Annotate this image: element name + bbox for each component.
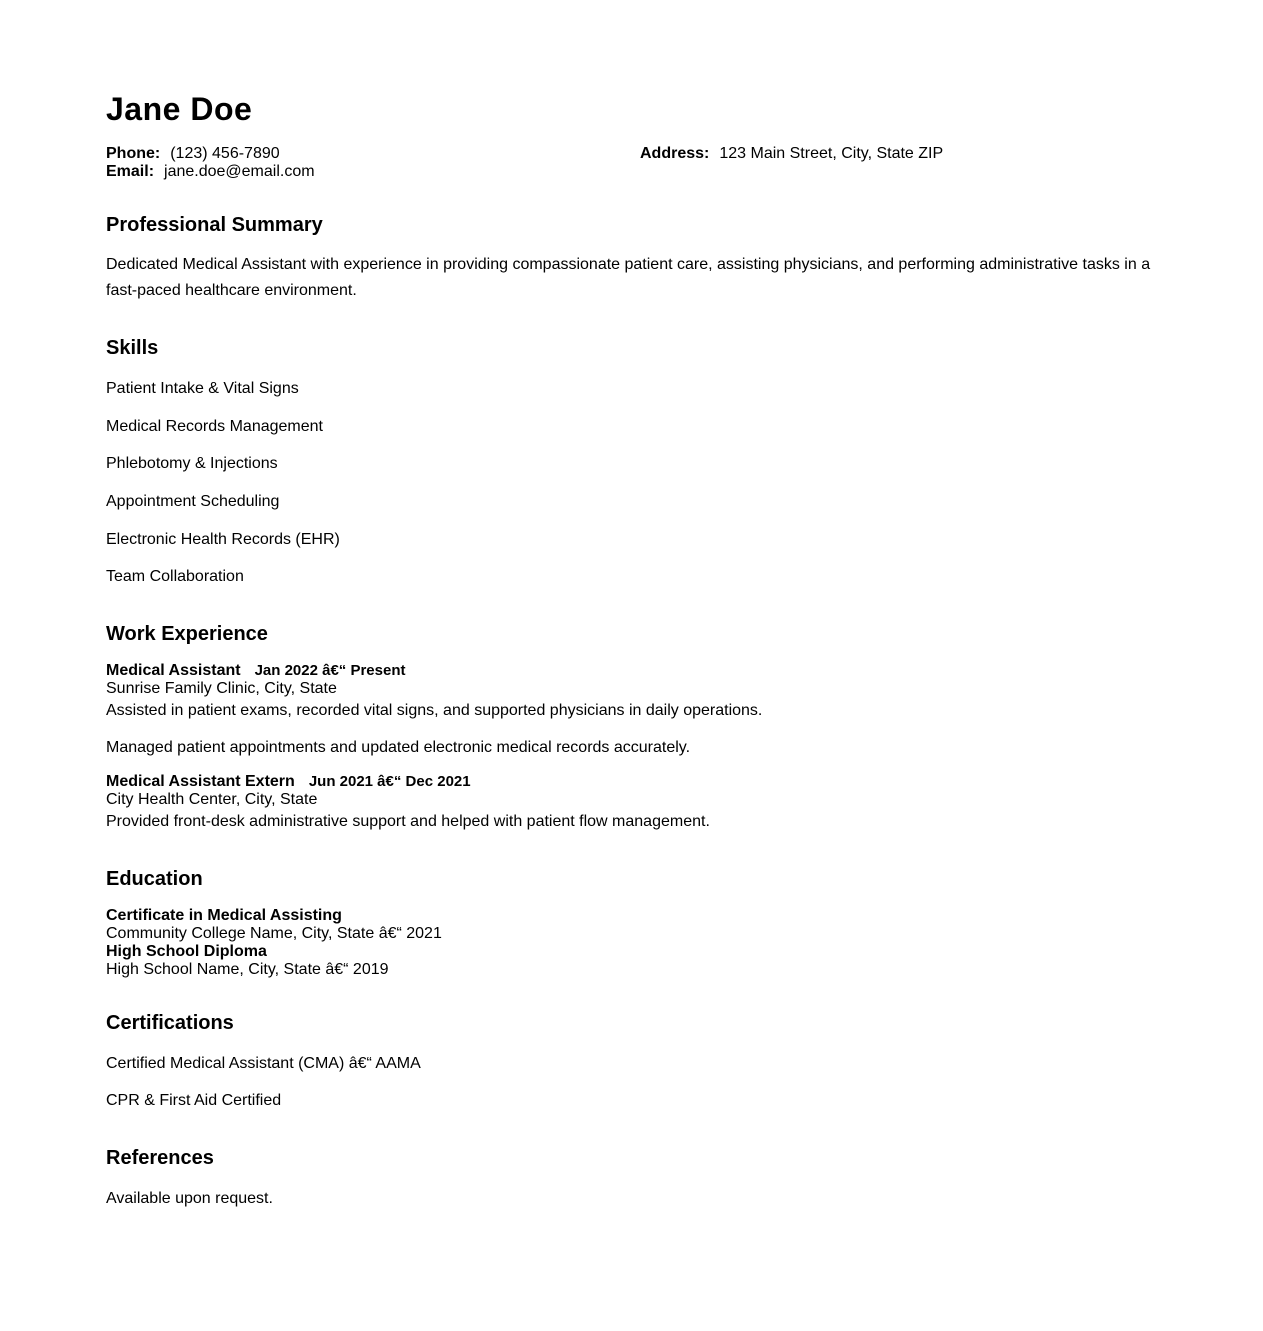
job-duty: Assisted in patient exams, recorded vital signs, and supported physicians in daily operations. — [106, 702, 763, 719]
job-employer: City Health Center, City, State — [106, 791, 318, 808]
summary-text: Dedicated Medical Assistant with experience in providing compassionate patient care, assisting physicians, and performing administrative tasks in a fast-paced healthcare environment. — [106, 256, 1151, 299]
job-employer: Sunrise Family Clinic, City, State — [106, 680, 337, 697]
candidate-name: Jane Doe — [106, 91, 253, 127]
job-role: Medical Assistant — [106, 662, 241, 679]
job-role: Medical Assistant Extern — [106, 773, 295, 790]
skills-heading: Skills — [106, 337, 159, 359]
skill-item: Patient Intake & Vital Signs — [106, 380, 299, 397]
skill-item: Medical Records Management — [106, 418, 323, 435]
email-label: Email: — [106, 163, 155, 180]
email-value: jane.doe@email.com — [164, 163, 315, 180]
job-dates: Jan 2022 â€“ Present — [254, 662, 406, 679]
references-text: Available upon request. — [106, 1190, 273, 1207]
phone-label: Phone: — [106, 145, 161, 162]
job-duty: Managed patient appointments and updated electronic medical records accurately. — [106, 739, 691, 756]
education-degree: High School Diploma — [106, 943, 267, 960]
skill-item: Team Collaboration — [106, 568, 244, 585]
summary-heading: Professional Summary — [106, 214, 323, 236]
skill-item: Appointment Scheduling — [106, 493, 280, 510]
phone-line — [106, 145, 280, 163]
job-title-line — [106, 773, 471, 791]
experience-heading: Work Experience — [106, 623, 268, 645]
job-dates: Jun 2021 â€“ Dec 2021 — [308, 773, 471, 790]
job-title-line — [106, 662, 406, 680]
certification-item: Certified Medical Assistant (CMA) â€“ AAMA — [106, 1055, 421, 1072]
education-degree: Certificate in Medical Assisting — [106, 907, 342, 924]
address-label: Address: — [640, 145, 710, 162]
skill-item: Electronic Health Records (EHR) — [106, 531, 340, 548]
education-school: High School Name, City, State â€“ 2019 — [106, 961, 389, 978]
references-heading: References — [106, 1147, 214, 1169]
skill-item: Phlebotomy & Injections — [106, 455, 278, 472]
phone-value: (123) 456-7890 — [170, 145, 280, 162]
address-line — [640, 145, 943, 163]
address-value: 123 Main Street, City, State ZIP — [719, 145, 944, 162]
email-line — [106, 163, 315, 181]
education-school: Community College Name, City, State â€“ 2021 — [106, 925, 442, 942]
education-heading: Education — [106, 868, 203, 890]
certification-item: CPR & First Aid Certified — [106, 1092, 282, 1109]
certifications-heading: Certifications — [106, 1012, 234, 1034]
job-duty: Provided front-desk administrative support and helped with patient flow management. — [106, 813, 710, 830]
